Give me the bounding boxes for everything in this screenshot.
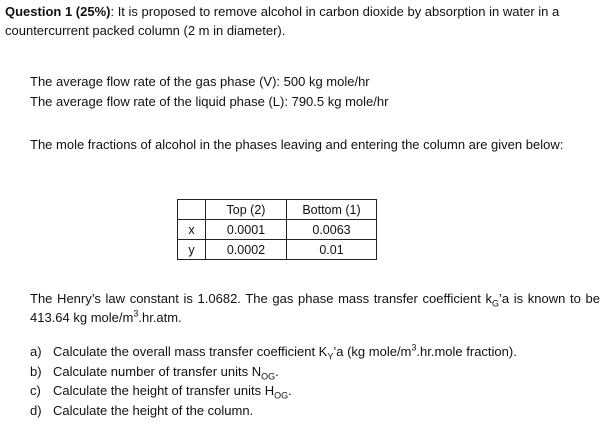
table-header-row (178, 200, 377, 220)
table-row-label: x (178, 220, 206, 240)
henry-text-3: .hr.atm. (138, 310, 182, 325)
henry-superscript: 3 (133, 308, 139, 319)
list-item (30, 381, 517, 401)
task-a-text-1: Calculate the overall mass transfer coefficient K (53, 344, 328, 359)
task-b-subscript: OG (261, 371, 276, 382)
task-c-text-2: . (288, 383, 292, 398)
henry-law-paragraph (30, 289, 600, 327)
henry-text-1: The Henry’s law constant is 1.0682. The gas phase mass transfer coefficient k (30, 291, 492, 306)
list-item (30, 362, 517, 382)
list-marker: a) (30, 344, 42, 359)
table-cell: 0.0002 (206, 240, 287, 260)
gas-flow-rate: The average flow rate of the gas phase (V): 500 kg mole/hr (30, 74, 370, 89)
table-header-top: Top (2) (206, 200, 287, 220)
mole-fraction-intro: The mole fractions of alcohol in the phases leaving and entering the column are given below: (30, 137, 564, 152)
question-text: : It is proposed to remove alcohol in carbon dioxide by absorption in water in a countercurrent packed column (2 m in diameter). (5, 4, 560, 38)
liquid-flow-rate: The average flow rate of the liquid phase (L): 790.5 kg mole/hr (30, 94, 389, 109)
henry-subscript: G (491, 298, 499, 309)
task-d-text-1: Calculate the height of the column. (53, 402, 254, 418)
task-b-text-2: . (275, 363, 279, 379)
mole-fraction-table (177, 199, 377, 260)
list-marker: d) (30, 402, 42, 418)
table-cell: 0.01 (287, 240, 377, 260)
table-cell: 0.0001 (206, 220, 287, 240)
list-item (30, 342, 517, 362)
table-row-label: y (178, 240, 206, 260)
question-label: Question 1 (25%) (5, 4, 111, 19)
henry-text-2: ’a is known to be 413.64 kg mole/m (30, 291, 600, 325)
task-c-subscript: OG (274, 390, 289, 401)
task-a-text-3: .hr.mole fraction). (416, 344, 517, 359)
task-c-text-1: Calculate the height of transfer units H (53, 383, 275, 398)
question-header (5, 2, 605, 40)
task-list (30, 342, 517, 420)
task-a-subscript: Y (327, 351, 334, 362)
task-a-text-2: ’a (kg mole/m (333, 344, 412, 359)
table-header-bottom: Bottom (1) (287, 200, 377, 220)
list-item (30, 401, 517, 421)
task-b-text-1: Calculate number of transfer units N (53, 363, 262, 379)
table-row (178, 220, 377, 240)
task-a-superscript: 3 (411, 342, 417, 353)
list-marker: c) (30, 383, 41, 398)
table-row (178, 240, 377, 260)
list-marker: b) (30, 363, 42, 379)
table-corner-cell (178, 200, 206, 220)
table-cell: 0.0063 (287, 220, 377, 240)
